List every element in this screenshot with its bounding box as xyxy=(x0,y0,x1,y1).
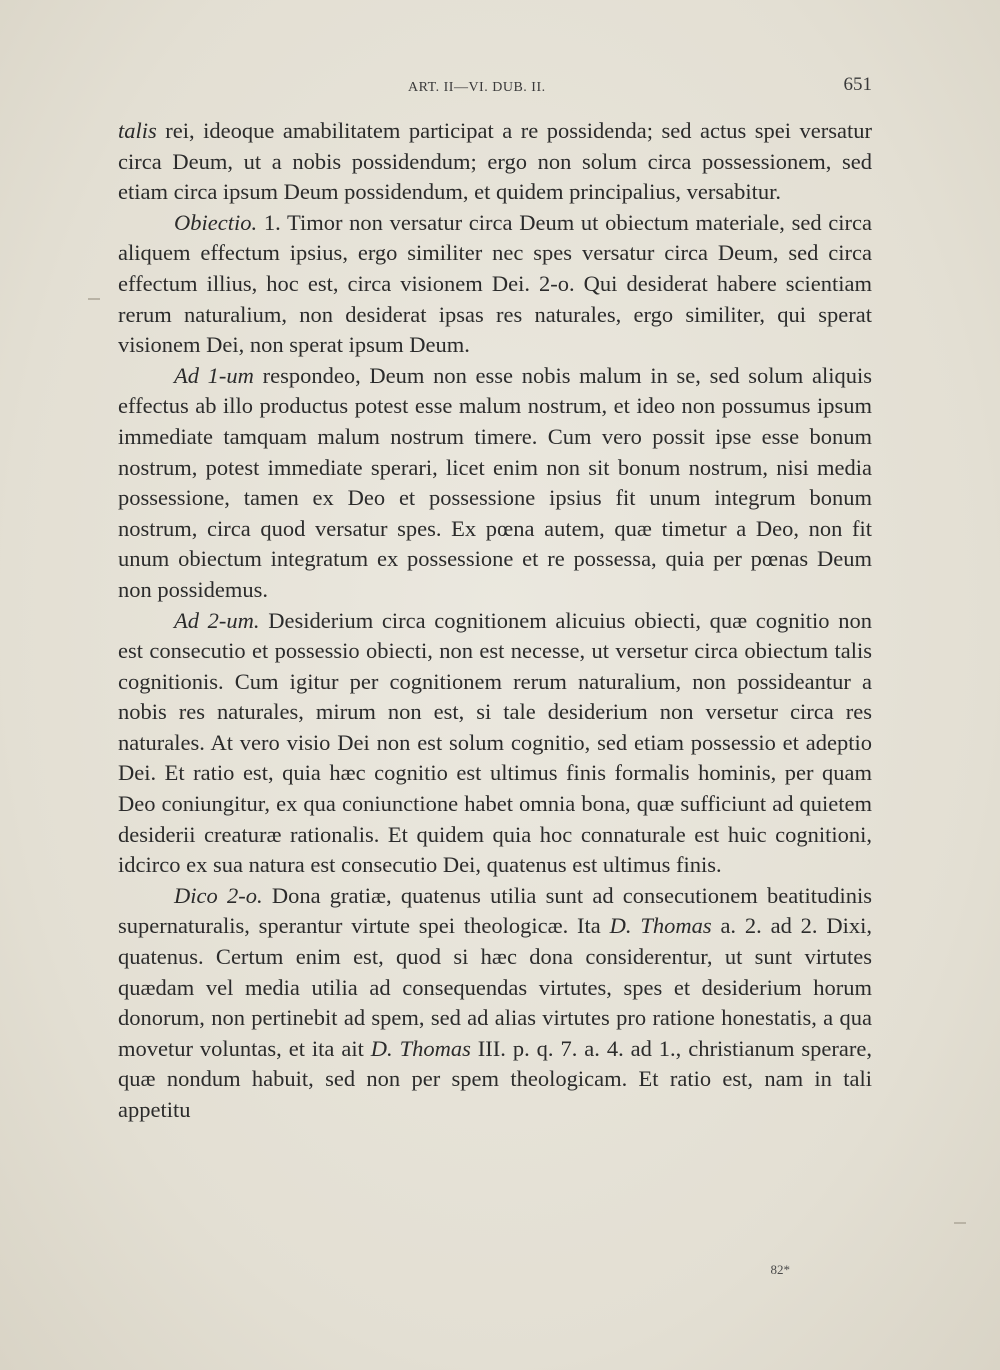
lead-word: talis xyxy=(118,118,157,143)
lead-word: Ad 2-um. xyxy=(174,607,260,633)
paragraph-text: respondeo, Deum non esse nobis malum in se, sed solum aliquis effectus ab illo productus potest esse malum nostrum, et ideo non possumus ipsum immediate tamquam malum nostrum timere. Cum vero possit ipse esse bonum nostrum, potest immediate sperari, licet enim non sit bonum nostrum, nisi media possessione, tamen ex Deo et possessione ipsius fit unum integrum bonum nostrum, circa quod versatur spes. Ex pœna autem, quæ timetur a Deo, non fit unum obiectum integratum ex possessione et re possessa, quia per pœnas Deum non possidemus. xyxy=(118,362,872,602)
body-text xyxy=(118,116,872,1126)
paragraph-text: III. p. q. 7. a. 4. ad 1., christianum sperare, quæ nondum habuit, sed non per spem theologicam. Et ratio est, nam in tali appetitu xyxy=(118,1035,872,1122)
paragraph-reply-1 xyxy=(118,361,872,606)
margin-mark xyxy=(88,298,100,300)
paragraph-text: Dona gratiæ, quatenus utilia sunt ad consecutionem beatitudinis supernaturalis, sperantur virtute spei theologicæ. Ita xyxy=(118,882,872,939)
paragraph-text: rei, ideoque amabilitatem participat a re possidenda; sed actus spei versatur circa Deum, ut a nobis possidendum; ergo non solum circa possessionem, sed etiam circa ipsum Deum possidendum, et quidem principalius, versabitur. xyxy=(118,118,872,205)
margin-mark xyxy=(954,1222,966,1224)
paragraph-text: Desiderium circa cognitionem alicuius obiecti, quæ cognitio non est consecutio et possessio obiecti, non est necesse, ut versetur circa obiectum talis cognitionis. Cum igitur per cognitionem rerum naturalium, non possideantur a nobis res naturales, mirum non est, si tale desiderium non versetur circa res naturales. At vero visio Dei non est solum cognitio, sed etiam possessio et adeptio Dei. Et ratio est, quia hæc cognitio est ultimus finis formalis hominis, per quam Deo coniungitur, ex qua coniunctione habet omnia bona, quæ sufficiunt ad quietem desiderii creaturæ rationalis. Et quidem quia hoc connaturale est huic cognitioni, idcirco ex sua natura est consecutio Dei, quatenus est ultimus finis. xyxy=(118,607,872,878)
paragraph-dico-2 xyxy=(118,881,872,1126)
paragraph-reply-2 xyxy=(118,606,872,881)
paragraph-objection xyxy=(118,208,872,361)
lead-word: Obiectio. xyxy=(174,209,258,235)
author-reference: D. Thomas xyxy=(370,1035,471,1061)
running-head xyxy=(118,74,878,104)
signature-mark: 82* xyxy=(770,1262,790,1277)
lead-word: Ad 1-um xyxy=(174,362,254,388)
lead-word: Dico 2-o. xyxy=(174,882,263,908)
paragraph-continuation xyxy=(118,116,872,208)
page-number: 651 xyxy=(843,74,872,95)
paragraph-text: 1. Timor non versatur circa Deum ut obiectum materiale, sed circa aliquem effectum ipsius, ergo similiter nec spes versatur circa Deum, sed circa effectum illius, hoc est, circa visionem Dei. 2-o. Qui desiderat habere scientiam rerum naturalium, non desiderat ipsas res naturales, ergo similiter, qui sperat visionem Dei, non sperat ipsum Deum. xyxy=(118,209,872,358)
running-title: ART. II—VI. DUB. II. xyxy=(408,80,546,95)
paragraph-text: a. 2. ad 2. Dixi, quatenus. Certum enim est, quod si hæc dona considerentur, ut sunt virtutes quædam vel media utilia ad consequendas virtutes, spes et desiderium horum donorum, non pertinebit ad spem, sed ad alias virtutes pro ratione honestatis, a qua movetur voluntas, et ita ait xyxy=(118,913,872,1061)
author-reference: D. Thomas xyxy=(609,913,712,939)
